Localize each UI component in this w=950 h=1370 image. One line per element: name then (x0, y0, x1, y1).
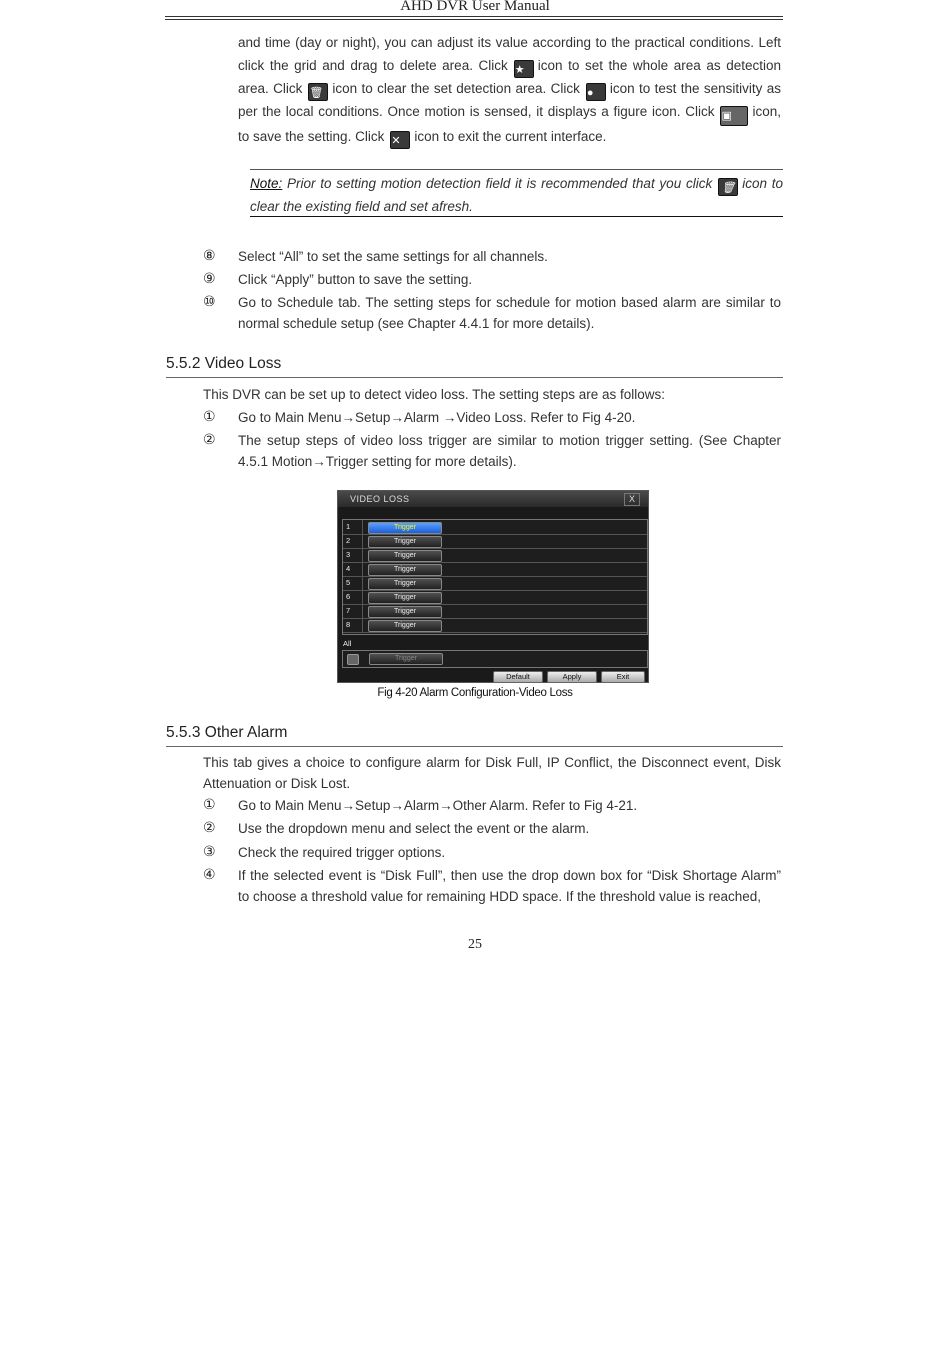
trigger-button[interactable]: Trigger (368, 620, 442, 632)
all-label: All (343, 639, 352, 648)
step-number: ② (203, 819, 216, 835)
header-rule (165, 16, 783, 17)
trash-icon: 🗑 (308, 83, 328, 101)
step-text: The setup steps of video loss trigger are similar to motion trigger setting. (See Chapter 4.5.1 Motion→Trigger setting for more details). (238, 433, 781, 469)
channel-index: 6 (346, 592, 351, 601)
step-number: ④ (203, 866, 216, 882)
header-rule (165, 19, 783, 20)
running-header: AHD DVR User Manual (400, 0, 550, 14)
step-text: Check the required trigger options. (238, 845, 446, 860)
video-loss-screenshot (337, 490, 649, 683)
figure-caption: Fig 4-20 Alarm Configuration-Video Loss (377, 687, 573, 699)
intro-text: icon to clear the set detection area. Click (332, 80, 580, 96)
trigger-button[interactable]: Trigger (368, 564, 442, 576)
step-number: ② (203, 431, 216, 447)
default-button[interactable]: Default (493, 671, 543, 683)
save-icon: ▣ (720, 106, 748, 126)
channel-row (343, 520, 647, 535)
trigger-button[interactable]: Trigger (368, 592, 442, 604)
step-number: ⑧ (203, 247, 216, 263)
channel-row (343, 618, 647, 633)
channel-index: 8 (346, 620, 351, 629)
close-icon: ✕ (390, 131, 410, 149)
section-rule (166, 746, 783, 747)
page-number: 25 (468, 937, 482, 952)
section-heading: 5.5.2 Video Loss (166, 355, 282, 372)
intro-text: icon to test the sensitivity as per the local conditions. Once motion is sensed, it displays a figure icon. Click (238, 80, 781, 119)
channel-index: 1 (346, 522, 351, 531)
step-number: ⑩ (203, 293, 216, 309)
close-icon[interactable]: X (624, 493, 640, 506)
channel-index: 2 (346, 536, 351, 545)
channel-row (343, 562, 647, 577)
note-bottom-rule (250, 216, 783, 217)
section-intro: This tab gives a choice to configure alarm for Disk Full, IP Conflict, the Disconnect event, Disk Attenuation or Disk Lost. (203, 755, 781, 791)
section-intro: This DVR can be set up to detect video loss. The setting steps are as follows: (203, 387, 665, 402)
channel-row (343, 534, 647, 549)
trigger-button[interactable]: Trigger (368, 606, 442, 618)
intro-text: and time (day or night), you can adjust its value according to the practical conditions. Left click the grid and drag to delete area. Click (238, 35, 781, 73)
trigger-button[interactable]: Trigger (368, 550, 442, 562)
intro-text: icon, to save the setting. Click (238, 103, 781, 144)
section-heading: 5.5.3 Other Alarm (166, 724, 288, 741)
dialog-title: VIDEO LOSS (338, 491, 648, 507)
step-text: Go to Main Menu→Setup→Alarm→Other Alarm. Refer to Fig 4-21. (238, 798, 638, 813)
channel-row (343, 576, 647, 591)
channel-row (343, 604, 647, 619)
channel-row (343, 548, 647, 563)
step-text: Select “All” to set the same settings for all channels. (238, 249, 548, 264)
section-rule (166, 377, 783, 378)
trash-icon: 🗑 (718, 178, 738, 196)
intro-text: icon to exit the current interface. (414, 128, 607, 144)
intro-text: icon to set the whole area as detection area. Click (238, 57, 781, 96)
step-number: ① (203, 408, 216, 424)
channel-list (342, 519, 648, 635)
trigger-button[interactable]: Trigger (368, 578, 442, 590)
channel-index: 4 (346, 564, 351, 573)
all-checkbox[interactable] (347, 654, 359, 665)
channel-row (343, 590, 647, 605)
step-number: ③ (203, 843, 216, 859)
channel-index: 5 (346, 578, 351, 587)
exit-button[interactable]: Exit (601, 671, 645, 683)
trigger-button[interactable]: Trigger (368, 536, 442, 548)
channel-index: 3 (346, 550, 351, 559)
note-label: Note: (250, 176, 283, 191)
note-box (250, 173, 783, 217)
channel-index: 7 (346, 606, 351, 615)
step-text: Go to Schedule tab. The setting steps for schedule for motion based alarm are similar to normal schedule setup (see Chapter 4.4.1 for more details). (238, 295, 781, 331)
step-number: ① (203, 796, 216, 812)
step-text: If the selected event is “Disk Full”, then use the drop down box for “Disk Shortage Alarm” to choose a threshold value for remaining HDD space. If the threshold value is reached, (238, 868, 781, 904)
step-number: ⑨ (203, 270, 216, 286)
note-text: icon to clear the existing field and set afresh. (250, 176, 783, 214)
apply-button[interactable]: Apply (547, 671, 597, 683)
note-top-rule (250, 169, 783, 170)
step-text: Go to Main Menu→Setup→Alarm →Video Loss. Refer to Fig 4-20. (238, 410, 636, 425)
step-text: Use the dropdown menu and select the event or the alarm. (238, 821, 590, 836)
trigger-button[interactable]: Trigger (368, 522, 442, 534)
area-select-icon: ★ (514, 60, 534, 78)
all-trigger-button[interactable]: Trigger (369, 653, 443, 665)
step-text: Click “Apply” button to save the setting. (238, 272, 473, 287)
all-row (342, 650, 648, 668)
note-text: Prior to setting motion detection field it is recommended that you click (287, 176, 713, 191)
person-icon: ● (586, 83, 606, 101)
intro-paragraph (238, 32, 781, 149)
